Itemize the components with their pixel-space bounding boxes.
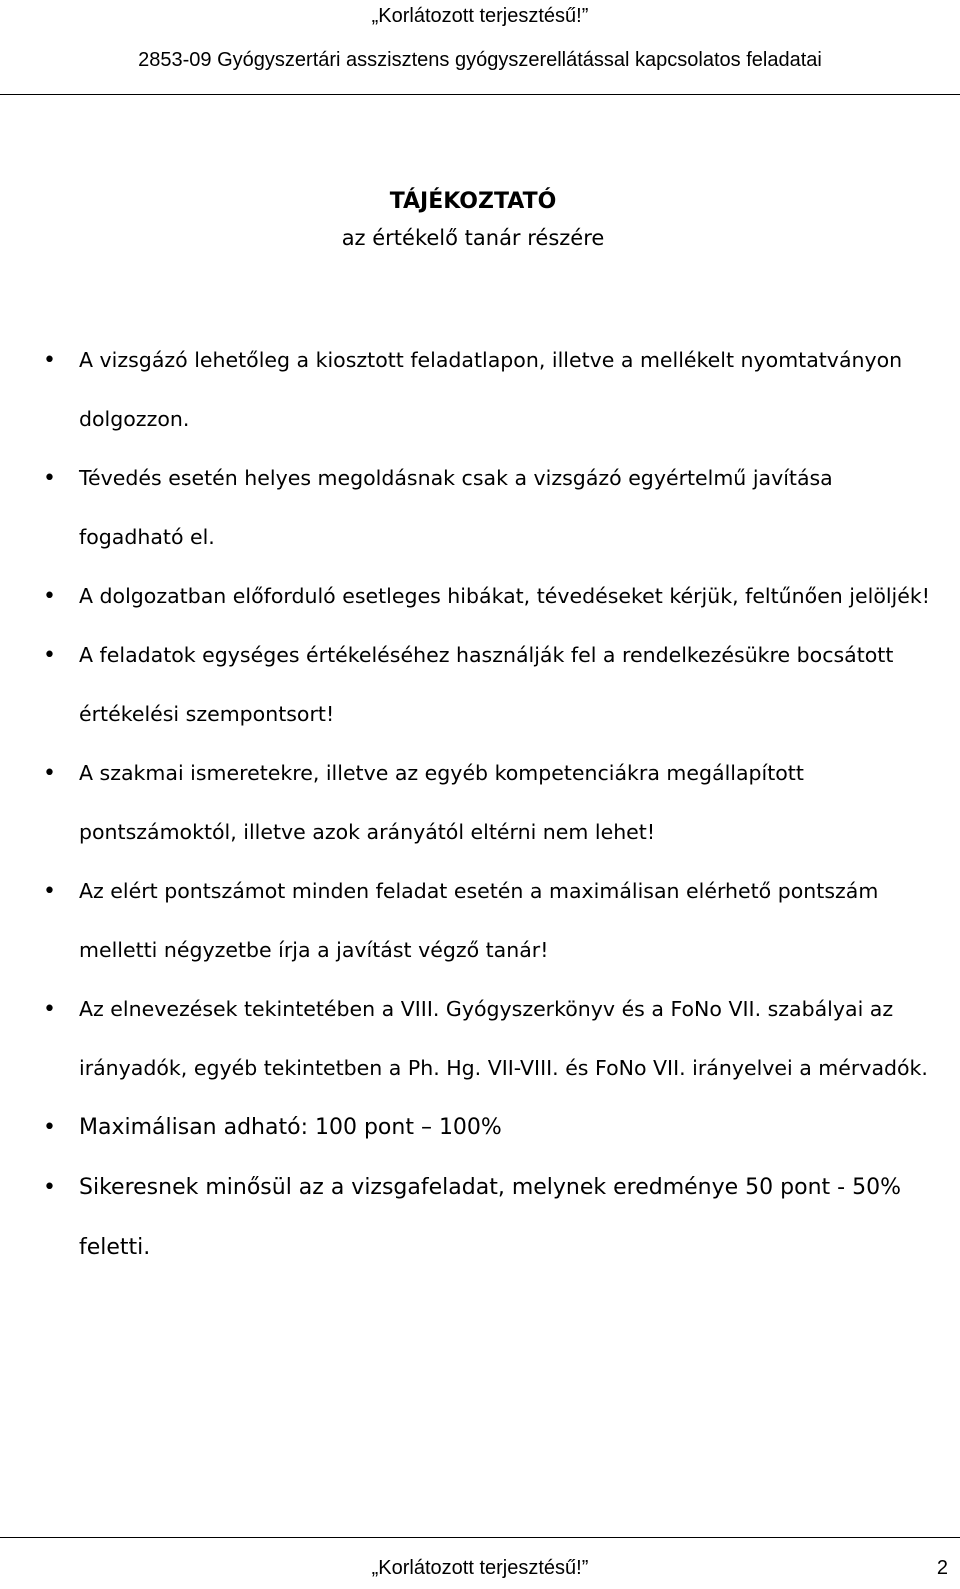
bullet-icon: • <box>43 584 56 609</box>
instruction-list <box>0 331 960 1278</box>
document-title: TÁJÉKOZTATÓ <box>389 189 557 214</box>
list-item-text: Az elért pontszámot minden feladat esetén a maximálisan elérhető pontszám melletti négyzetbe írja a javítást végző tanár! <box>79 879 879 962</box>
list-item <box>0 449 939 567</box>
document-subtitle: az értékelő tanár részére <box>341 226 605 250</box>
list-item-text: Az elnevezések tekintetében a VIII. Gyógyszerkönyv és a FoNo VII. szabályai az irányadók, egyéb tekintetben a Ph. Hg. VII-VIII. és FoNo VII. irányelvei a mérvadók. <box>79 997 928 1080</box>
footer-divider <box>0 1537 960 1538</box>
list-item <box>0 626 939 744</box>
list-item <box>0 567 939 626</box>
list-item-text: A dolgozatban előforduló esetleges hibákat, tévedéseket kérjük, feltűnően jelöljék! <box>79 584 930 608</box>
list-item-text: A vizsgázó lehetőleg a kiosztott feladatlapon, illetve a mellékelt nyomtatványon dolgozzon. <box>79 348 903 431</box>
list-item <box>0 1158 939 1278</box>
bullet-icon: • <box>43 643 56 668</box>
list-item <box>0 1098 939 1158</box>
header-divider <box>0 94 960 95</box>
bullet-icon: • <box>43 1175 56 1200</box>
header-restricted-notice: „Korlátozott terjesztésű!” <box>371 5 589 27</box>
bullet-icon: • <box>43 1115 56 1140</box>
bullet-icon: • <box>43 997 56 1022</box>
footer-restricted-notice: „Korlátozott terjesztésű!” <box>371 1557 589 1579</box>
list-item <box>0 331 939 449</box>
list-item <box>0 862 939 980</box>
list-item <box>0 980 939 1098</box>
list-item-text: Sikeresnek minősül az a vizsgafeladat, melynek eredménye 50 pont - 50% feletti. <box>79 1175 901 1260</box>
page-number: 2 <box>936 1557 948 1579</box>
header-course-title: 2853-09 Gyógyszertári asszisztens gyógyszerellátással kapcsolatos feladatai <box>138 49 822 71</box>
list-item-text: A szakmai ismeretekre, illetve az egyéb kompetenciákra megállapított pontszámoktól, illetve azok arányától eltérni nem lehet! <box>79 761 804 844</box>
bullet-icon: • <box>43 761 56 786</box>
list-item-text: Tévedés esetén helyes megoldásnak csak a vizsgázó egyértelmű javítása fogadható el. <box>79 466 833 549</box>
bullet-icon: • <box>43 348 56 373</box>
bullet-icon: • <box>43 879 56 904</box>
list-item-text: A feladatok egységes értékeléséhez használják fel a rendelkezésükre bocsátott értékelési szempontsort! <box>79 643 894 726</box>
list-item <box>0 744 939 862</box>
bullet-icon: • <box>43 466 56 491</box>
list-item-text: Maximálisan adható: 100 pont – 100% <box>79 1115 502 1140</box>
